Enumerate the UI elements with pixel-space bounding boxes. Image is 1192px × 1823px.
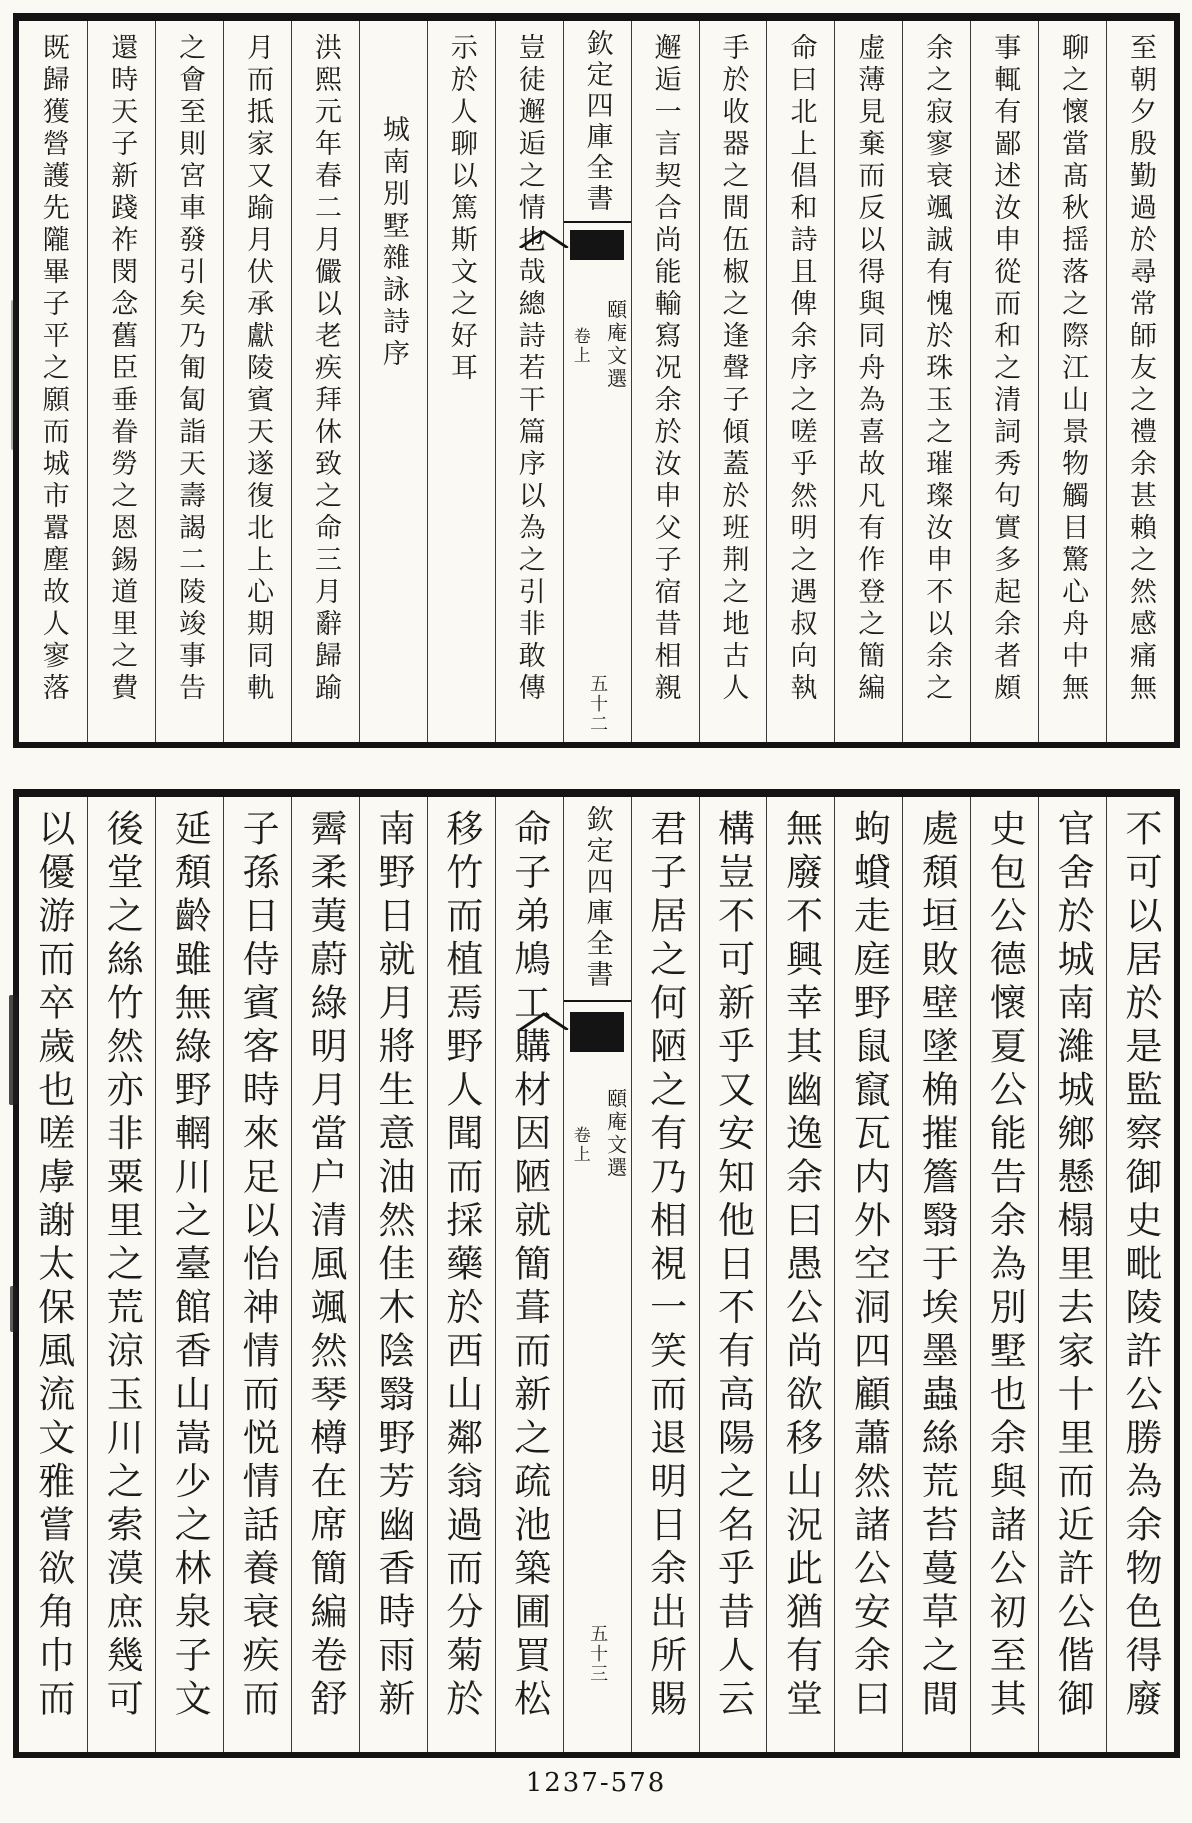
book-title: 欽定四庫全書	[564, 797, 631, 1002]
text-column: 後堂之絲竹然亦非粟里之荒涼玉川之索漠庶幾可	[87, 797, 155, 1752]
text-column: 至朝夕殷勤過於尋常師友之禮余甚賴之然感痛無	[1106, 21, 1174, 742]
text-column: 處頹垣敗壁墜桷摧簷翳于埃墨蟲絲荒苔蔓草之間	[902, 797, 970, 1752]
text-column: 余之寂寥衰颯誠有愧於珠玉之璀璨汝申不以余之	[902, 21, 970, 742]
text-column: 還時天子新踐祚閔念舊臣垂眷勞之恩錫道里之費	[87, 21, 155, 742]
text-column: 南野日就月將生意油然佳木陰翳野芳幽香時雨新	[359, 797, 427, 1752]
bottom-folio-page	[13, 789, 1180, 1758]
text-column: 霽柔荑蔚綠明月當户清風颯然琴樽在席簡編卷舒	[291, 797, 359, 1752]
text-column: 之會至則宮車發引矣乃匍匐詣天壽謁二陵竣事告	[155, 21, 223, 742]
text-column: 豈徒邂逅之情也哉總詩若干篇序以為之引非敢傳	[495, 21, 563, 742]
text-column: 蚼蟘走庭野鼠竄瓦内外空洞四顧蕭然諸公安余曰	[834, 797, 902, 1752]
text-column: 構豈不可新乎又安知他日不有高陽之名乎昔人云	[699, 797, 767, 1752]
text-column: 事輒有鄙述汝申從而和之清詞秀句實多起余者頗	[970, 21, 1038, 742]
text-column: 既歸獲營護先隴畢子平之願而城市囂塵故人寥落	[37, 33, 69, 705]
book-title: 欽定四庫全書	[564, 21, 631, 223]
scan-smudge	[9, 995, 18, 1105]
text-column: 無廢不興幸其幽逸余曰愚公尚欲移山況此猶有堂	[766, 797, 834, 1752]
text-column: 邂逅一言契合尚能輸寫况余於汝申父子宿昔相親	[631, 21, 699, 742]
catalog-number: 1237-578	[525, 1768, 667, 1798]
text-column: 手於收器之間伍椒之逢聲子傾蓋於班荆之地古人	[699, 21, 767, 742]
fishtail-icon	[570, 230, 624, 260]
scan-smudge	[10, 1286, 17, 1332]
text-column: 命曰北上倡和詩且俾余序之嗟乎然明之遇叔向執	[766, 21, 834, 742]
text-column: 不可以居於是監察御史毗陵許公勝為余物色得廢	[1106, 797, 1174, 1752]
text-column: 命子弟鳩工購材因陋就簡葺而新之疏池築圃買松	[495, 797, 563, 1752]
text-column: 子孫日侍賓客時來足以怡神情而悦情話養衰疾而	[223, 797, 291, 1752]
section-title-column: 城南別墅雜詠詩序	[359, 21, 427, 742]
text-column: 洪熙元年春二月儼以老疾拜休致之命三月辭歸踰	[291, 21, 359, 742]
text-column: 示於人聊以篤斯文之好耳	[427, 21, 495, 742]
fishtail-icon	[570, 1012, 624, 1052]
text-column: 延頽齡雖無綠野輞川之臺館香山嵩少之林泉子文	[155, 797, 223, 1752]
juan-label: 卷上	[569, 327, 590, 366]
top-folio-page	[13, 13, 1180, 748]
text-column: 聊之懷當髙秋揺落之際江山景物觸目驚心舟中無	[1038, 21, 1106, 742]
text-column: 虚薄見棄而反以得與同舟為喜故凡有作登之簡編	[834, 21, 902, 742]
text-column: 移竹而植焉野人聞而採藥於西山鄰翁過而分菊於	[427, 797, 495, 1752]
juan-label: 卷上	[569, 1126, 590, 1165]
scan-smudge	[11, 300, 16, 450]
work-title: 頤庵文選	[603, 1088, 628, 1181]
text-column: 月而抵家又踰月伏承獻陵賓天遂復北上心期同軌	[223, 21, 291, 742]
folio-number: 五十三	[587, 1624, 609, 1684]
banxin-center-column	[563, 21, 631, 742]
text-column: 史包公德懷夏公能告余為別墅也余與諸公初至其	[970, 797, 1038, 1752]
text-column: 官舍於城南濰城鄉懸榻里去家十里而近許公偕御	[1038, 797, 1106, 1752]
text-column: 以優游而卒歲也嗟虖謝太保風流文雅嘗欲角巾而	[31, 809, 75, 1723]
folio-number: 五十二	[587, 674, 609, 734]
banxin-center-column	[563, 797, 631, 1752]
text-column: 君子居之何陋之有乃相視一笑而退明日余出所賜	[631, 797, 699, 1752]
work-title: 頤庵文選	[603, 298, 628, 391]
